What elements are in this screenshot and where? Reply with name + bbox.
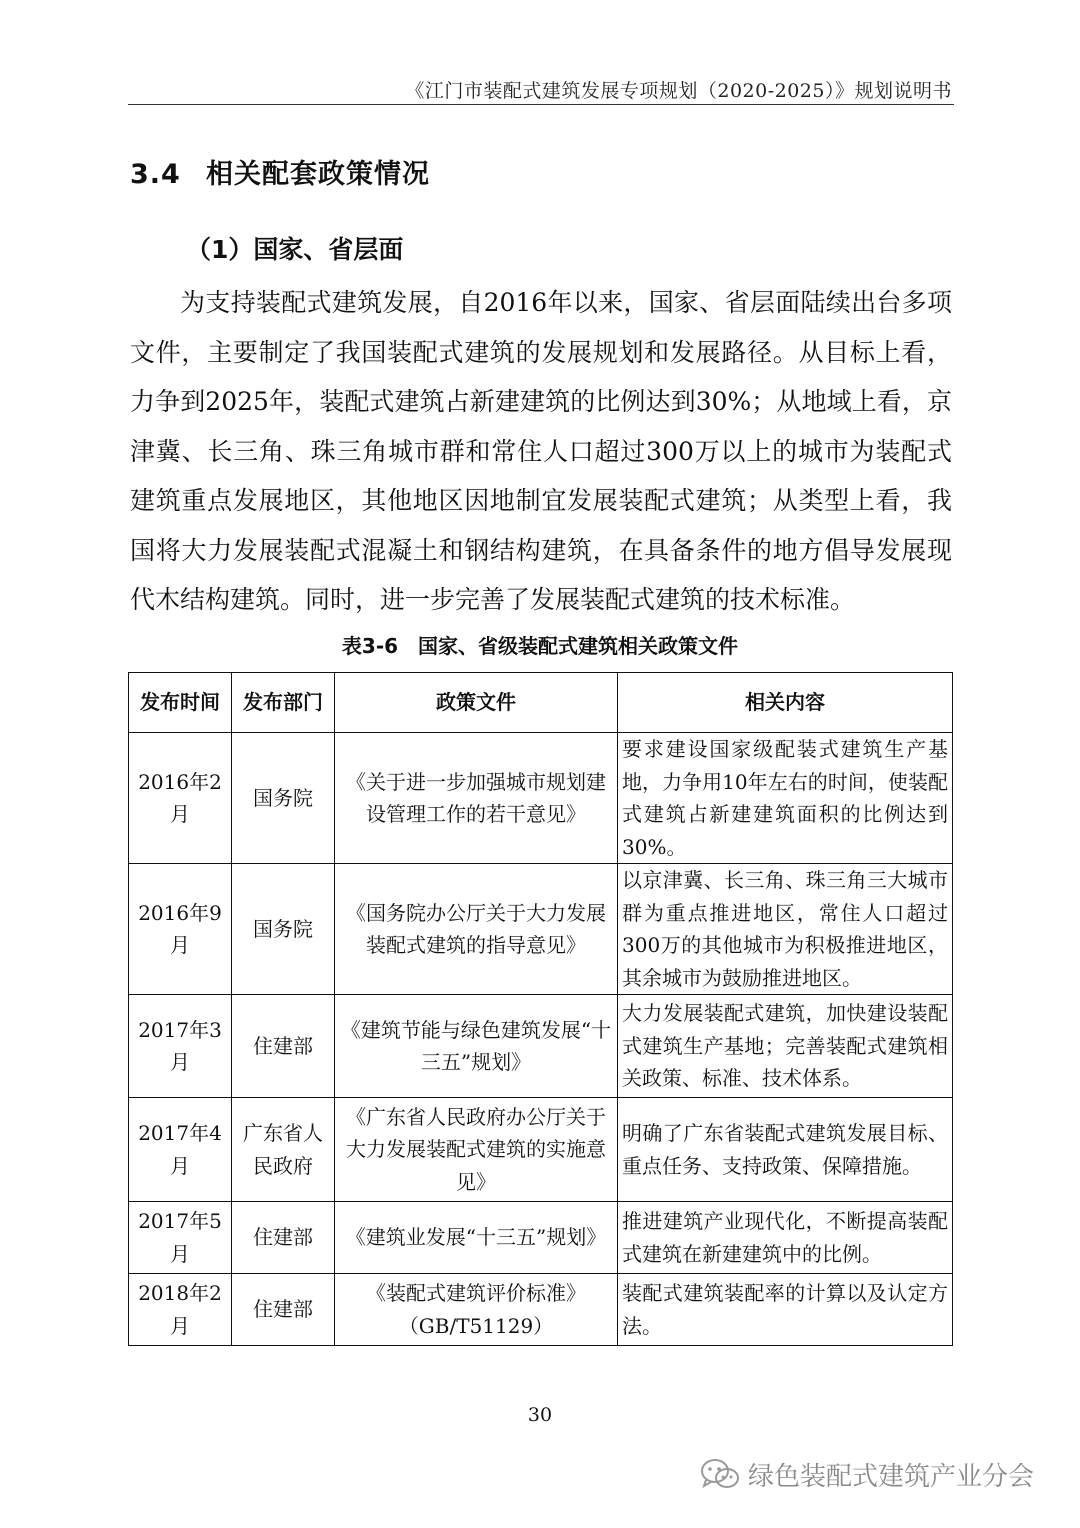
- table-row: [129, 864, 953, 995]
- header-content: 相关内容: [618, 673, 953, 733]
- table-caption: 表3-6 国家、省级装配式建筑相关政策文件: [341, 634, 739, 658]
- cell-document: 《关于进一步加强城市规划建设管理工作的若干意见》: [335, 733, 618, 864]
- page-number: 30: [527, 1404, 553, 1426]
- policy-table: [128, 672, 953, 1346]
- cell-dept: 国务院: [232, 733, 335, 864]
- table-row: [129, 1098, 953, 1202]
- cell-time: 2016年2月: [129, 733, 232, 864]
- cell-document: 《建筑节能与绿色建筑发展“十三五”规划》: [335, 995, 618, 1098]
- table-row: [129, 733, 953, 864]
- cell-time: 2017年4月: [129, 1098, 232, 1202]
- header-time: 发布时间: [129, 673, 232, 733]
- table-row: [129, 995, 953, 1098]
- section-title: 相关配套政策情况: [206, 159, 430, 190]
- cell-dept: 国务院: [232, 864, 335, 995]
- cell-document: 《广东省人民政府办公厅关于大力发展装配式建筑的实施意见》: [335, 1098, 618, 1202]
- cell-content: 装配式建筑装配率的计算以及认定方法。: [618, 1274, 953, 1346]
- section-heading: [130, 152, 430, 191]
- cell-dept: 住建部: [232, 1202, 335, 1274]
- cell-document: 《装配式建筑评价标准》（GB/T51129）: [335, 1274, 618, 1346]
- cell-document: 《国务院办公厅关于大力发展装配式建筑的指导意见》: [335, 864, 618, 995]
- table-row: [129, 1274, 953, 1346]
- cell-time: 2017年3月: [129, 995, 232, 1098]
- watermark: [700, 1456, 1034, 1493]
- cell-dept: 住建部: [232, 1274, 335, 1346]
- wechat-icon: [700, 1458, 740, 1492]
- cell-time: 2018年2月: [129, 1274, 232, 1346]
- cell-time: 2017年5月: [129, 1202, 232, 1274]
- cell-time: 2016年9月: [129, 864, 232, 995]
- cell-content: 明确了广东省装配式建筑发展目标、重点任务、支持政策、保障措施。: [618, 1098, 953, 1202]
- cell-document: 《建筑业发展“十三五”规划》: [335, 1202, 618, 1274]
- cell-dept: 广东省人民政府: [232, 1098, 335, 1202]
- table-header-row: [129, 673, 953, 733]
- table-row: [129, 1202, 953, 1274]
- cell-content: 要求建设国家级配装式建筑生产基地，力争用10年左右的时间，使装配式建筑占新建建筑面积的比例达到30%。: [618, 733, 953, 864]
- watermark-text: 绿色装配式建筑产业分会: [748, 1462, 1035, 1492]
- header-dept: 发布部门: [232, 673, 335, 733]
- section-number: 3.4: [130, 159, 181, 190]
- subsection-heading: （1）国家、省层面: [186, 235, 404, 264]
- body-paragraph: 为支持装配式建筑发展，自2016年以来，国家、省层面陆续出台多项文件，主要制定了我国装配式建筑的发展规划和发展路径。从目标上看，力争到2025年，装配式建筑占新建建筑的比例达到30%；从地域上看，京津冀、长三角、珠三角城市群和常住人口超过300万以上的城市为装配式建筑重点发展地区，其他地区因地制宜发展装配式建筑；从类型上看，我国将大力发展装配式混凝土和钢结构建筑，在具备条件的地方倡导发展现代木结构建筑。同时，进一步完善了发展装配式建筑的技术标准。: [130, 288, 952, 614]
- header-document: 政策文件: [335, 673, 618, 733]
- header-title: 《江门市装配式建筑发展专项规划（2020-2025）》规划说明书: [405, 80, 952, 102]
- header-rule: [128, 104, 954, 105]
- cell-content: 推进建筑产业现代化，不断提高装配式建筑在新建建筑中的比例。: [618, 1202, 953, 1274]
- cell-content: 以京津冀、长三角、珠三角三大城市群为重点推进地区，常住人口超过300万的其他城市为积极推进地区，其余城市为鼓励推进地区。: [618, 864, 953, 995]
- cell-dept: 住建部: [232, 995, 335, 1098]
- cell-content: 大力发展装配式建筑，加快建设装配式建筑生产基地；完善装配式建筑相关政策、标准、技术体系。: [618, 995, 953, 1098]
